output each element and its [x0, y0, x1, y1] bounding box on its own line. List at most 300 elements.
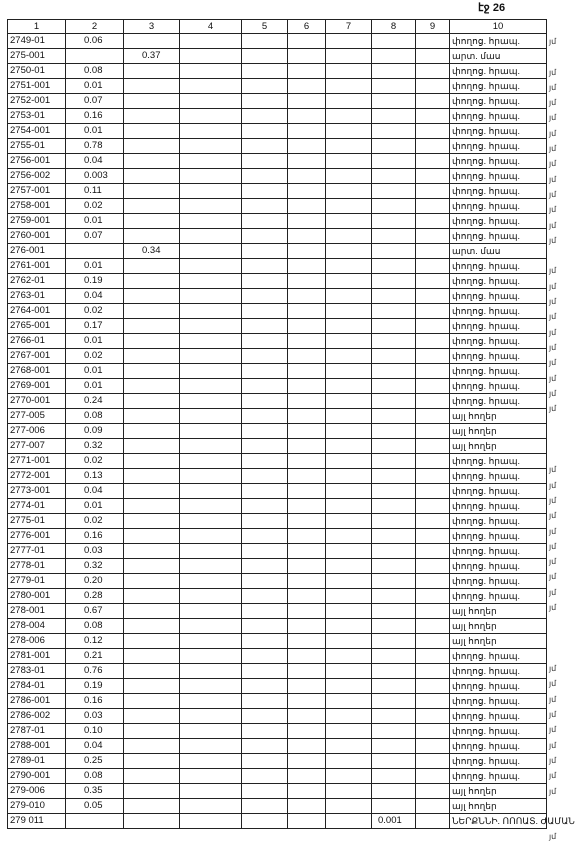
empty-cell — [180, 709, 242, 724]
margin-mark: յմ — [549, 388, 557, 398]
empty-cell — [242, 739, 288, 754]
value-cell — [124, 499, 180, 514]
empty-cell — [326, 514, 372, 529]
land-type-cell: այլ հողեր — [450, 799, 547, 814]
code-cell: 2767-001 — [8, 349, 66, 364]
empty-cell — [180, 154, 242, 169]
land-type-cell: փողոց. հրապ. — [450, 709, 547, 724]
value-cell — [124, 454, 180, 469]
empty-cell — [288, 574, 326, 589]
empty-cell — [180, 184, 242, 199]
empty-cell — [416, 694, 450, 709]
margin-mark: յմ — [549, 189, 557, 199]
margin-mark: յմ — [549, 281, 557, 291]
empty-cell — [326, 229, 372, 244]
empty-cell — [242, 484, 288, 499]
empty-cell — [242, 244, 288, 259]
empty-cell — [288, 604, 326, 619]
table-row — [8, 709, 547, 724]
value-cell — [372, 349, 416, 364]
value-cell — [372, 409, 416, 424]
value-cell: 0.001 — [372, 814, 416, 829]
empty-cell — [288, 169, 326, 184]
value-cell — [124, 814, 180, 829]
land-type-cell: արտ. մաս — [450, 244, 547, 259]
value-cell — [372, 424, 416, 439]
empty-cell — [326, 214, 372, 229]
empty-cell — [288, 229, 326, 244]
land-type-cell: ՆԵՐՔՆՆԻ. ՈՈՈԱՏ. ԺԱՄԱՆ — [450, 814, 547, 829]
value-cell — [124, 154, 180, 169]
land-type-cell: փողոց. հրապ. — [450, 574, 547, 589]
empty-cell — [288, 634, 326, 649]
value-cell — [66, 244, 124, 259]
value-cell — [124, 214, 180, 229]
table-row — [8, 184, 547, 199]
code-cell: 2760-001 — [8, 229, 66, 244]
empty-cell — [416, 244, 450, 259]
empty-cell — [288, 244, 326, 259]
table-row — [8, 799, 547, 814]
empty-cell — [242, 649, 288, 664]
empty-cell — [180, 289, 242, 304]
empty-cell — [326, 739, 372, 754]
empty-cell — [326, 544, 372, 559]
column-header: 10 — [450, 20, 547, 34]
value-cell — [124, 124, 180, 139]
empty-cell — [326, 109, 372, 124]
land-type-cell: փողոց. հրապ. — [450, 724, 547, 739]
code-cell: 2759-001 — [8, 214, 66, 229]
empty-cell — [180, 529, 242, 544]
empty-cell — [288, 514, 326, 529]
empty-cell — [416, 199, 450, 214]
empty-cell — [326, 424, 372, 439]
empty-cell — [288, 259, 326, 274]
empty-cell — [288, 559, 326, 574]
value-cell — [124, 34, 180, 49]
land-type-cell: փողոց. հրապ. — [450, 154, 547, 169]
empty-cell — [416, 139, 450, 154]
table-row — [8, 169, 547, 184]
empty-cell — [416, 754, 450, 769]
empty-cell — [326, 709, 372, 724]
value-cell — [372, 694, 416, 709]
empty-cell — [242, 319, 288, 334]
table-row — [8, 154, 547, 169]
value-cell: 0.07 — [66, 94, 124, 109]
code-cell: 278-001 — [8, 604, 66, 619]
land-type-cell: փողոց. հրապ. — [450, 739, 547, 754]
empty-cell — [288, 544, 326, 559]
table-row — [8, 469, 547, 484]
land-type-cell: այլ հողեր — [450, 619, 547, 634]
value-cell — [372, 469, 416, 484]
code-cell: 2772-001 — [8, 469, 66, 484]
land-type-cell: փողոց. հրապ. — [450, 79, 547, 94]
value-cell: 0.02 — [66, 514, 124, 529]
value-cell: 0.16 — [66, 694, 124, 709]
value-cell — [372, 634, 416, 649]
value-cell — [124, 724, 180, 739]
value-cell — [124, 184, 180, 199]
empty-cell — [180, 559, 242, 574]
value-cell — [124, 394, 180, 409]
land-type-cell: փողոց. հրապ. — [450, 229, 547, 244]
land-type-cell: արտ. մաս — [450, 49, 547, 64]
empty-cell — [288, 274, 326, 289]
value-cell — [372, 49, 416, 64]
code-cell: 2750-01 — [8, 64, 66, 79]
value-cell — [372, 799, 416, 814]
table-row — [8, 34, 547, 49]
page-number: էջ 26 — [478, 2, 506, 14]
empty-cell — [326, 559, 372, 574]
code-cell: 2764-001 — [8, 304, 66, 319]
value-cell: 0.01 — [66, 79, 124, 94]
value-cell — [372, 499, 416, 514]
table-row — [8, 754, 547, 769]
empty-cell — [242, 34, 288, 49]
table-row — [8, 259, 547, 274]
code-cell: 2783-01 — [8, 664, 66, 679]
margin-mark: յմ — [549, 572, 557, 582]
margin-mark: յմ — [549, 159, 557, 169]
value-cell — [372, 619, 416, 634]
empty-cell — [242, 694, 288, 709]
value-cell: 0.67 — [66, 604, 124, 619]
empty-cell — [288, 664, 326, 679]
margin-mark: յմ — [549, 235, 557, 245]
code-cell: 278-006 — [8, 634, 66, 649]
empty-cell — [416, 634, 450, 649]
empty-cell — [326, 124, 372, 139]
value-cell — [124, 799, 180, 814]
land-type-cell: փողոց. հրապ. — [450, 319, 547, 334]
value-cell — [124, 199, 180, 214]
value-cell: 0.25 — [66, 754, 124, 769]
value-cell — [124, 589, 180, 604]
value-cell: 0.01 — [66, 379, 124, 394]
empty-cell — [416, 154, 450, 169]
table-row — [8, 439, 547, 454]
empty-cell — [326, 574, 372, 589]
margin-mark — [549, 49, 561, 64]
empty-cell — [416, 799, 450, 814]
empty-cell — [180, 274, 242, 289]
table-row — [8, 124, 547, 139]
column-header: 1 — [8, 20, 66, 34]
value-cell — [372, 559, 416, 574]
value-cell: 0.08 — [66, 769, 124, 784]
empty-cell — [242, 439, 288, 454]
value-cell — [124, 259, 180, 274]
empty-cell — [180, 664, 242, 679]
empty-cell — [242, 274, 288, 289]
value-cell — [124, 229, 180, 244]
value-cell — [372, 709, 416, 724]
empty-cell — [242, 199, 288, 214]
empty-cell — [180, 364, 242, 379]
code-cell: 2755-01 — [8, 139, 66, 154]
empty-cell — [416, 124, 450, 139]
empty-cell — [180, 589, 242, 604]
empty-cell — [180, 484, 242, 499]
empty-cell — [242, 64, 288, 79]
empty-cell — [180, 409, 242, 424]
value-cell — [372, 739, 416, 754]
empty-cell — [180, 454, 242, 469]
column-header: 7 — [326, 20, 372, 34]
value-cell — [372, 109, 416, 124]
empty-cell — [242, 109, 288, 124]
value-cell: 0.04 — [66, 289, 124, 304]
value-cell — [372, 169, 416, 184]
code-cell: 2780-001 — [8, 589, 66, 604]
margin-mark: յմ — [549, 771, 557, 781]
empty-cell — [242, 139, 288, 154]
margin-mark — [549, 447, 561, 462]
margin-mark: յմ — [549, 297, 557, 307]
empty-cell — [326, 454, 372, 469]
empty-cell — [180, 634, 242, 649]
code-cell: 2773-001 — [8, 484, 66, 499]
value-cell — [372, 589, 416, 604]
margin-mark: յմ — [549, 342, 557, 352]
land-type-cell: փողոց. հրապ. — [450, 589, 547, 604]
empty-cell — [416, 514, 450, 529]
table-row — [8, 274, 547, 289]
margin-mark: յմ — [549, 82, 557, 92]
value-cell — [372, 79, 416, 94]
table-row — [8, 514, 547, 529]
empty-cell — [242, 754, 288, 769]
value-cell — [372, 304, 416, 319]
column-header: 9 — [416, 20, 450, 34]
empty-cell — [288, 784, 326, 799]
table-row — [8, 544, 547, 559]
empty-cell — [288, 34, 326, 49]
value-cell — [372, 274, 416, 289]
margin-mark — [549, 615, 561, 630]
margin-mark: յմ — [549, 358, 557, 368]
empty-cell — [326, 619, 372, 634]
value-cell — [372, 394, 416, 409]
empty-cell — [326, 589, 372, 604]
empty-cell — [288, 334, 326, 349]
empty-cell — [180, 769, 242, 784]
value-cell: 0.32 — [66, 439, 124, 454]
empty-cell — [180, 424, 242, 439]
empty-cell — [416, 169, 450, 184]
empty-cell — [416, 79, 450, 94]
empty-cell — [288, 94, 326, 109]
land-type-cell: փողոց. հրապ. — [450, 34, 547, 49]
empty-cell — [416, 484, 450, 499]
land-type-cell: փողոց. հրապ. — [450, 484, 547, 499]
empty-cell — [288, 769, 326, 784]
empty-cell — [416, 559, 450, 574]
value-cell — [124, 274, 180, 289]
code-cell: 2788-001 — [8, 739, 66, 754]
value-cell: 0.003 — [66, 169, 124, 184]
value-cell — [124, 664, 180, 679]
empty-cell — [242, 379, 288, 394]
empty-cell — [288, 754, 326, 769]
empty-cell — [416, 814, 450, 829]
empty-cell — [416, 739, 450, 754]
land-type-cell: փողոց. հրապ. — [450, 139, 547, 154]
land-type-cell: փողոց. հրապ. — [450, 274, 547, 289]
margin-mark: յմ — [549, 98, 557, 108]
value-cell — [124, 739, 180, 754]
land-type-cell: այլ հողեր — [450, 784, 547, 799]
empty-cell — [180, 319, 242, 334]
value-cell — [372, 214, 416, 229]
value-cell: 0.19 — [66, 679, 124, 694]
empty-cell — [242, 229, 288, 244]
code-cell: 2786-002 — [8, 709, 66, 724]
code-cell: 2762-01 — [8, 274, 66, 289]
land-type-cell: փողոց. հրապ. — [450, 124, 547, 139]
empty-cell — [326, 604, 372, 619]
empty-cell — [326, 259, 372, 274]
value-cell: 0.12 — [66, 634, 124, 649]
empty-cell — [180, 34, 242, 49]
margin-mark — [549, 432, 561, 447]
code-cell: 275-001 — [8, 49, 66, 64]
empty-cell — [416, 544, 450, 559]
code-cell: 2754-001 — [8, 124, 66, 139]
empty-cell — [288, 679, 326, 694]
empty-cell — [180, 379, 242, 394]
margin-mark: յմ — [549, 144, 557, 154]
value-cell: 0.01 — [66, 499, 124, 514]
margin-mark — [549, 799, 561, 814]
empty-cell — [288, 394, 326, 409]
empty-cell — [288, 64, 326, 79]
value-cell — [124, 649, 180, 664]
value-cell: 0.01 — [66, 334, 124, 349]
empty-cell — [288, 529, 326, 544]
empty-cell — [416, 439, 450, 454]
value-cell — [372, 454, 416, 469]
value-cell — [372, 484, 416, 499]
land-type-cell: փողոց. հրապ. — [450, 529, 547, 544]
empty-cell — [180, 169, 242, 184]
value-cell — [124, 514, 180, 529]
land-type-cell: փողոց. հրապ. — [450, 334, 547, 349]
value-cell — [124, 769, 180, 784]
empty-cell — [288, 124, 326, 139]
value-cell — [124, 94, 180, 109]
empty-cell — [242, 304, 288, 319]
code-cell: 2765-001 — [8, 319, 66, 334]
empty-cell — [242, 364, 288, 379]
value-cell — [124, 349, 180, 364]
empty-cell — [180, 649, 242, 664]
value-cell: 0.05 — [66, 799, 124, 814]
land-type-cell: փողոց. հրապ. — [450, 94, 547, 109]
table-row — [8, 364, 547, 379]
empty-cell — [326, 649, 372, 664]
code-cell: 2781-001 — [8, 649, 66, 664]
code-cell: 2787-01 — [8, 724, 66, 739]
empty-cell — [288, 109, 326, 124]
empty-cell — [180, 679, 242, 694]
margin-mark: յմ — [549, 557, 557, 567]
empty-cell — [416, 454, 450, 469]
empty-cell — [180, 739, 242, 754]
empty-cell — [242, 349, 288, 364]
margin-mark: յմ — [549, 220, 557, 230]
code-cell: 2769-001 — [8, 379, 66, 394]
empty-cell — [326, 139, 372, 154]
empty-cell — [416, 409, 450, 424]
empty-cell — [326, 679, 372, 694]
empty-cell — [416, 469, 450, 484]
header-row — [8, 20, 547, 34]
empty-cell — [326, 784, 372, 799]
empty-cell — [180, 694, 242, 709]
empty-cell — [242, 559, 288, 574]
land-type-cell: այլ հողեր — [450, 424, 547, 439]
code-cell: 2776-001 — [8, 529, 66, 544]
empty-cell — [288, 799, 326, 814]
table-row — [8, 424, 547, 439]
table-row — [8, 49, 547, 64]
value-cell: 0.13 — [66, 469, 124, 484]
column-header: 4 — [180, 20, 242, 34]
value-cell: 0.35 — [66, 784, 124, 799]
value-cell — [372, 229, 416, 244]
code-cell: 2779-01 — [8, 574, 66, 589]
table-row — [8, 814, 547, 829]
empty-cell — [180, 304, 242, 319]
value-cell — [124, 784, 180, 799]
value-cell — [372, 184, 416, 199]
empty-cell — [416, 649, 450, 664]
empty-cell — [242, 799, 288, 814]
empty-cell — [416, 424, 450, 439]
empty-cell — [416, 349, 450, 364]
value-cell — [124, 139, 180, 154]
code-cell: 2766-01 — [8, 334, 66, 349]
empty-cell — [416, 619, 450, 634]
table-row — [8, 649, 547, 664]
empty-cell — [180, 199, 242, 214]
value-cell: 0.04 — [66, 484, 124, 499]
code-cell: 2756-001 — [8, 154, 66, 169]
empty-cell — [180, 94, 242, 109]
table-row — [8, 784, 547, 799]
empty-cell — [326, 304, 372, 319]
empty-cell — [326, 154, 372, 169]
margin-mark: յմ — [549, 266, 557, 276]
empty-cell — [180, 814, 242, 829]
margin-mark: յմ — [549, 587, 557, 597]
value-cell: 0.01 — [66, 124, 124, 139]
value-cell — [124, 469, 180, 484]
empty-cell — [242, 574, 288, 589]
code-cell: 2753-01 — [8, 109, 66, 124]
empty-cell — [180, 439, 242, 454]
code-cell: 2761-001 — [8, 259, 66, 274]
value-cell: 0.08 — [66, 64, 124, 79]
margin-mark: յմ — [549, 404, 557, 414]
empty-cell — [288, 439, 326, 454]
value-cell — [372, 289, 416, 304]
